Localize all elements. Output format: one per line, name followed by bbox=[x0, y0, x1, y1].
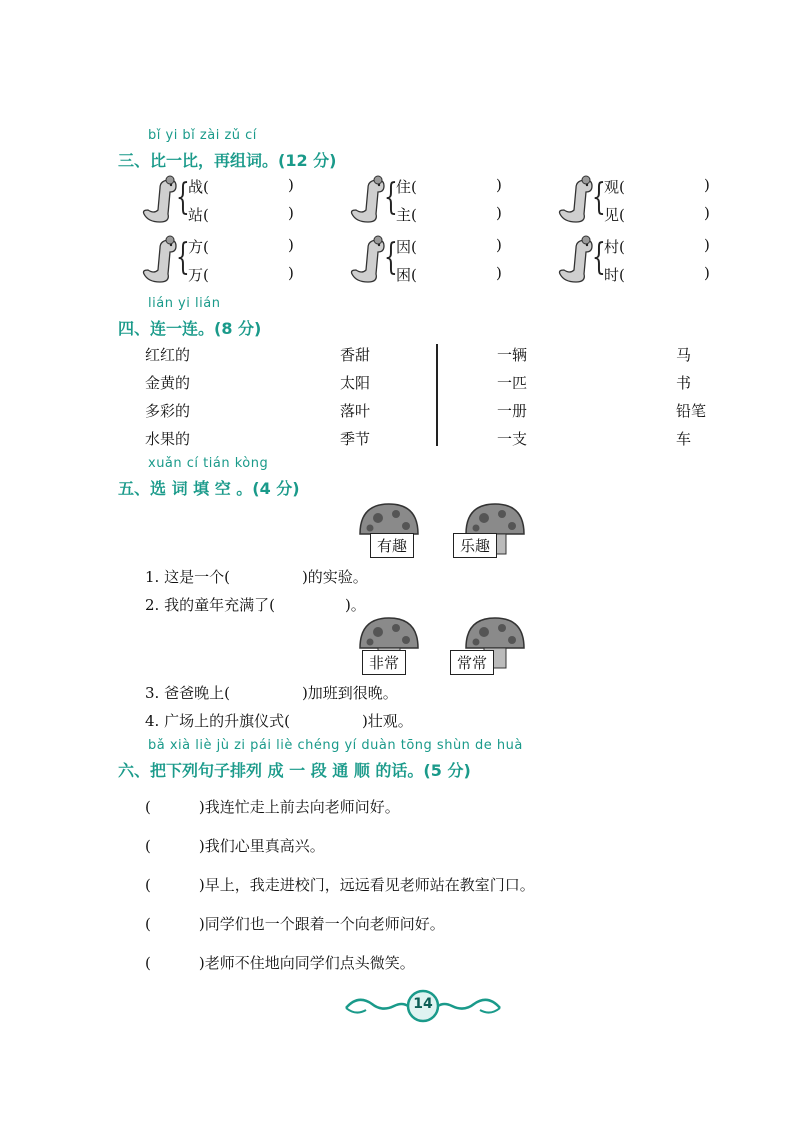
match-right-1: 香甜 bbox=[340, 346, 371, 364]
question-2-start: 2. 我的童年充满了( bbox=[145, 596, 275, 614]
sentence-text: )早上，我走进校门，远远看见老师站在教室门口。 bbox=[198, 876, 535, 894]
match-left-3: 多彩的 bbox=[145, 402, 191, 420]
compare-word-top: 战( bbox=[188, 178, 209, 196]
sentence-text: )同学们也一个跟着一个向老师问好。 bbox=[198, 915, 445, 933]
question-1-end: )的实验。 bbox=[301, 568, 368, 586]
measure-word-1: 一辆 bbox=[497, 346, 528, 364]
sentence-text: )我们心里真高兴。 bbox=[198, 837, 325, 855]
section5-pinyin: xuǎn cí tián kòng bbox=[148, 456, 269, 471]
close-paren-top: ) bbox=[496, 236, 502, 254]
close-paren-bottom: ) bbox=[288, 204, 294, 222]
seal-icon bbox=[348, 174, 388, 226]
order-paren-open: ( bbox=[145, 876, 151, 894]
compare-group-1 bbox=[140, 174, 340, 230]
compare-group-2 bbox=[348, 174, 548, 230]
match-right-4: 季节 bbox=[340, 430, 371, 448]
word-option-lequ: 乐趣 bbox=[453, 533, 497, 558]
close-paren-top: ) bbox=[496, 176, 502, 194]
question-3-start: 3. 爸爸晚上( bbox=[145, 684, 230, 702]
question-4-end: )壮观。 bbox=[361, 712, 413, 730]
sentence-row-2 bbox=[145, 835, 325, 856]
match-right-3: 落叶 bbox=[340, 402, 371, 420]
close-paren-top: ) bbox=[288, 176, 294, 194]
order-paren-open: ( bbox=[145, 837, 151, 855]
brace-icon: { bbox=[592, 237, 606, 278]
sentence-text: )老师不住地向同学们点头微笑。 bbox=[198, 954, 415, 972]
brace-icon: { bbox=[384, 237, 398, 278]
close-paren-bottom: ) bbox=[288, 264, 294, 282]
sentence-text: )我连忙走上前去向老师问好。 bbox=[198, 798, 400, 816]
close-paren-top: ) bbox=[704, 176, 710, 194]
noun-4: 车 bbox=[676, 430, 692, 448]
compare-word-bottom: 主( bbox=[396, 206, 417, 224]
brace-icon: { bbox=[592, 177, 606, 218]
close-paren-top: ) bbox=[704, 236, 710, 254]
compare-word-top: 因( bbox=[396, 238, 417, 256]
brace-icon: { bbox=[176, 237, 190, 278]
seal-icon bbox=[140, 234, 180, 286]
question-2 bbox=[145, 594, 366, 615]
seal-icon bbox=[348, 234, 388, 286]
match-left-4: 水果的 bbox=[145, 430, 191, 448]
compare-word-bottom: 站( bbox=[188, 206, 209, 224]
brace-icon: { bbox=[384, 177, 398, 218]
compare-word-bottom: 万( bbox=[188, 266, 209, 284]
question-4 bbox=[145, 710, 413, 731]
compare-group-6 bbox=[556, 234, 756, 290]
noun-3: 铅笔 bbox=[676, 402, 707, 420]
page-number: 14 bbox=[413, 996, 433, 1012]
measure-word-4: 一支 bbox=[497, 430, 528, 448]
measure-word-3: 一册 bbox=[497, 402, 528, 420]
seal-icon bbox=[556, 174, 596, 226]
noun-2: 书 bbox=[676, 374, 692, 392]
compare-word-top: 村( bbox=[604, 238, 625, 256]
compare-group-3 bbox=[556, 174, 756, 230]
section4-pinyin: lián yi lián bbox=[148, 296, 221, 311]
match-left-1: 红红的 bbox=[145, 346, 191, 364]
question-1-start: 1. 这是一个( bbox=[145, 568, 230, 586]
question-3 bbox=[145, 682, 398, 703]
section6-pinyin: bǎ xià liè jù zi pái liè chéng yí duàn tōng shùn de huà bbox=[148, 738, 523, 753]
order-paren-open: ( bbox=[145, 798, 151, 816]
question-3-end: )加班到很晚。 bbox=[301, 684, 398, 702]
compare-word-top: 方( bbox=[188, 238, 209, 256]
word-option-feichang: 非常 bbox=[362, 650, 406, 675]
question-1 bbox=[145, 566, 368, 587]
noun-1: 马 bbox=[676, 346, 692, 364]
section3-pinyin: bǐ yi bǐ zài zǔ cí bbox=[148, 128, 257, 143]
close-paren-bottom: ) bbox=[496, 204, 502, 222]
section5-heading: 五、选 词 填 空 。(4 分) bbox=[118, 479, 300, 498]
sentence-row-5 bbox=[145, 952, 415, 973]
sentence-row-1 bbox=[145, 796, 400, 817]
section6-heading: 六、把下列句子排列 成 一 段 通 顺 的话。(5 分) bbox=[118, 761, 471, 780]
close-paren-bottom: ) bbox=[704, 204, 710, 222]
word-option-youqu: 有趣 bbox=[370, 533, 414, 558]
section4-heading: 四、连一连。(8 分) bbox=[118, 319, 262, 338]
seal-icon bbox=[140, 174, 180, 226]
compare-group-5 bbox=[348, 234, 548, 290]
compare-word-top: 观( bbox=[604, 178, 625, 196]
compare-group-4 bbox=[140, 234, 340, 290]
sentence-row-4 bbox=[145, 913, 445, 934]
compare-word-bottom: 困( bbox=[396, 266, 417, 284]
sentence-row-3 bbox=[145, 874, 535, 895]
order-paren-open: ( bbox=[145, 954, 151, 972]
section3-heading: 三、比一比，再组词。(12 分) bbox=[118, 151, 337, 170]
seal-icon bbox=[556, 234, 596, 286]
divider-line bbox=[436, 344, 438, 446]
word-option-changchang: 常常 bbox=[450, 650, 494, 675]
question-4-start: 4. 广场上的升旗仪式( bbox=[145, 712, 290, 730]
order-paren-open: ( bbox=[145, 915, 151, 933]
close-paren-bottom: ) bbox=[704, 264, 710, 282]
question-2-end: )。 bbox=[344, 596, 366, 614]
compare-word-bottom: 时( bbox=[604, 266, 625, 284]
brace-icon: { bbox=[176, 177, 190, 218]
close-paren-top: ) bbox=[288, 236, 294, 254]
match-right-2: 太阳 bbox=[340, 374, 371, 392]
page-number-ornament bbox=[338, 986, 508, 1026]
measure-word-2: 一匹 bbox=[497, 374, 528, 392]
compare-word-top: 住( bbox=[396, 178, 417, 196]
match-left-2: 金黄的 bbox=[145, 374, 191, 392]
compare-word-bottom: 见( bbox=[604, 206, 625, 224]
close-paren-bottom: ) bbox=[496, 264, 502, 282]
